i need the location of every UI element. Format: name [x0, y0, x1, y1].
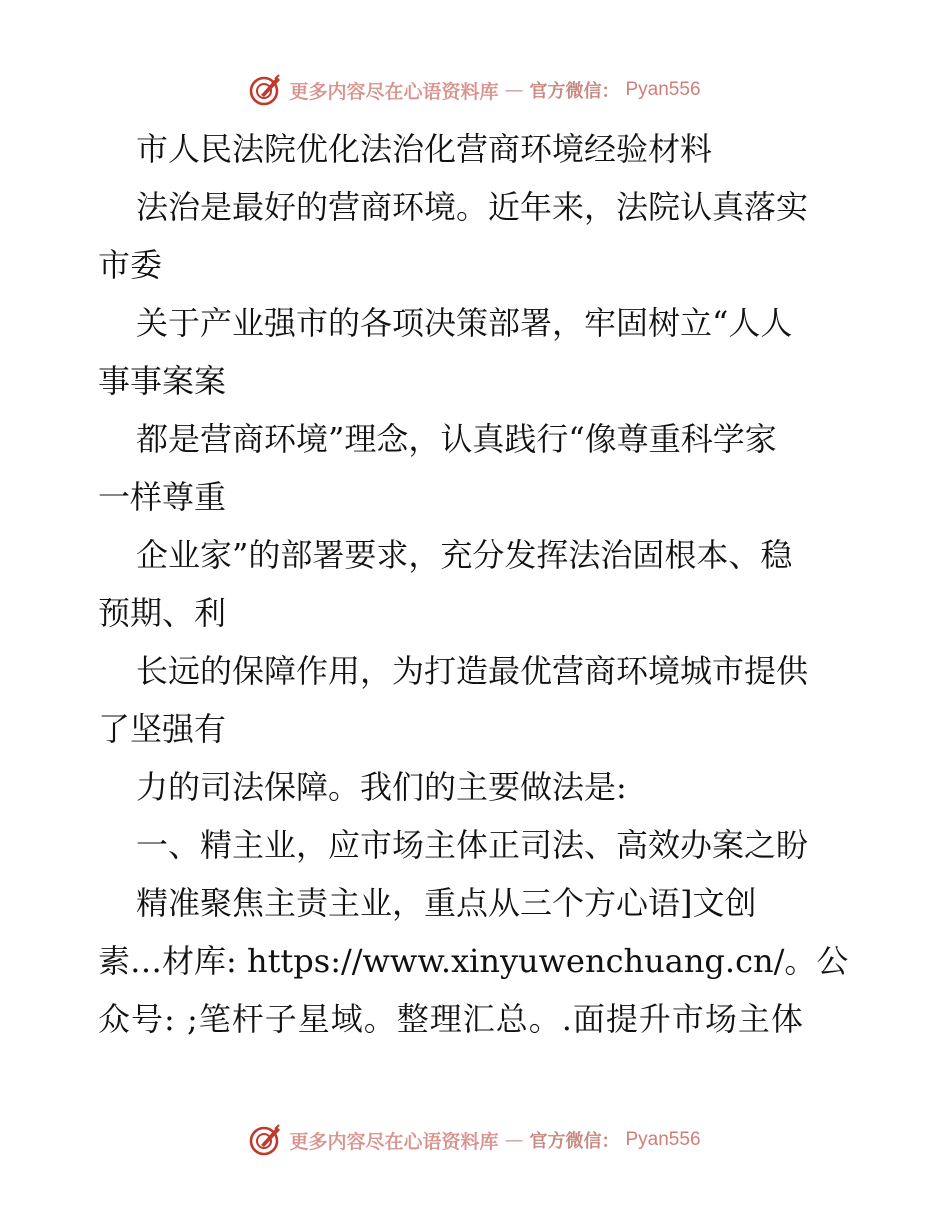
paragraph-line: 精准聚焦主责主业，重点从三个方心语]文创: [136, 884, 757, 922]
banner-separator: —: [504, 79, 524, 101]
banner-slogan: 更多内容尽在心语资料库: [289, 80, 499, 103]
paragraph-line: 众号: ;笔杆子星域。整理汇总。.面提升市场主体: [98, 1000, 804, 1038]
banner-slogan: 更多内容尽在心语资料库: [289, 1130, 499, 1153]
paragraph-line: 力的司法保障。我们的主要做法是:: [136, 768, 627, 806]
banner-separator: —: [504, 1129, 524, 1151]
quill-logo-icon: [249, 73, 283, 107]
document-body: [98, 120, 858, 1048]
paragraph-line: 市委: [98, 246, 163, 284]
paragraph-line: 企业家”的部署要求，充分发挥法治固根本、稳: [136, 536, 793, 574]
quill-logo-icon: [249, 1123, 283, 1157]
paragraph-line: 关于产业强市的各项决策部署，牢固树立“人人: [136, 304, 793, 342]
paragraph-line: 预期、利: [98, 594, 227, 632]
banner-contact-label: 官方微信：: [529, 1131, 620, 1152]
paragraph-line: 素…材库: https://www.xinyuwenchuang.cn/。公: [98, 942, 849, 980]
paragraph-line: 长远的保障作用，为打造最优营商环境城市提供: [136, 652, 809, 690]
header-watermark-banner: [0, 70, 950, 110]
paragraph-line: 一样尊重: [98, 478, 227, 516]
section-heading: 一、精主业，应市场主体正司法、高效办案之盼: [136, 826, 809, 864]
paragraph-line: 事事案案: [98, 362, 227, 400]
paragraph-line: 了坚强有: [98, 710, 227, 748]
banner-contact-label: 官方微信：: [529, 81, 620, 102]
paragraph-line: 法治是最好的营商环境。近年来，法院认真落实: [136, 188, 809, 226]
banner-wechat-handle: Pyan556: [625, 1129, 701, 1150]
footer-watermark-banner: [0, 1120, 950, 1160]
paragraph-line: 都是营商环境”理念，认真践行“像尊重科学家: [136, 420, 777, 458]
banner-wechat-handle: Pyan556: [625, 79, 701, 100]
document-title: 市人民法院优化法治化营商环境经验材料: [136, 130, 713, 168]
